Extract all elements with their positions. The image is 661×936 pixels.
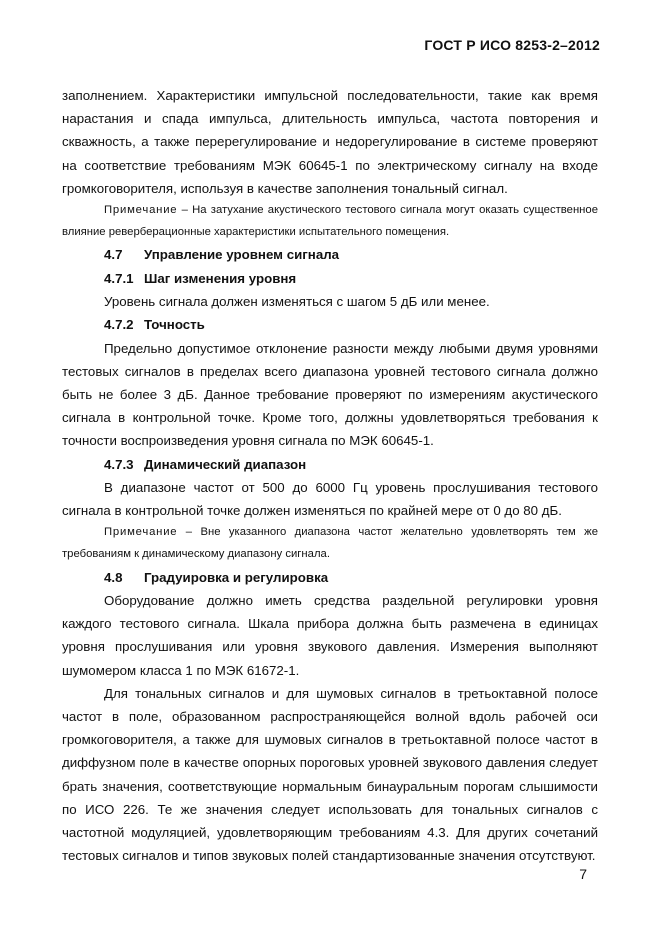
section-title: Динамический диапазон bbox=[144, 456, 307, 472]
paragraph-accuracy: Предельно допустимое отклонение разности между любыми двумя уровнями тестовых сигналов в пределах всего диапазона уровней тестового сигнала должно быть не более 3 дБ. Данное требование проверяют по измерениям акустического сигнала в контрольной точке. Кроме того, должны удовлетворяться требования к точности воспроизведения уровня сигнала по МЭК 60645-1. bbox=[62, 340, 598, 449]
section-number: 4.7.1 bbox=[104, 270, 134, 286]
section-title: Шаг изменения уровня bbox=[144, 270, 297, 286]
section-number: 4.7.3 bbox=[104, 456, 134, 472]
note-reverberation bbox=[62, 200, 598, 243]
section-heading-4-7-3 bbox=[62, 453, 598, 476]
note-label: Примечание bbox=[104, 526, 178, 539]
section-heading-4-7-1 bbox=[62, 267, 598, 290]
section-title: Управление уровнем сигнала bbox=[144, 247, 340, 263]
paragraph-reference-levels: Для тональных сигналов и для шумовых сигналов в третьоктавной полосе частот в поле, образованном распространяющейся волной вдоль рабочей оси громкоговорителя, а также для шумовых сигналов в третьоктавной полосе частот в диффузном поле в качестве опорных пороговых уровней звукового давления следует брать значения, соответствующие нормальным бинауральным порогам слышимости по ИСО 226. Те же значения следует использовать для тональных сигналов с частотной модуляцией, удовлетворяющим требованиям 4.3. Для других сочетаний тестовых сигналов и типов звуковых полей стандартизованные значения отсутствуют. bbox=[62, 685, 598, 864]
page-number: 7 bbox=[579, 866, 587, 882]
paragraph-dynamic-range: В диапазоне частот от 500 до 6000 Гц уровень прослушивания тестового сигнала в контрольной точке должен изменяться по крайней мере от 0 до 80 дБ. bbox=[62, 480, 598, 519]
section-heading-4-8 bbox=[62, 566, 598, 589]
section-number: 4.7.2 bbox=[104, 317, 134, 333]
section-title: Градуировка и регулировка bbox=[144, 569, 329, 585]
paragraph-continuation: заполнением. Характеристики импульсной последовательности, такие как время нарастания и спада импульса, длительность импульса, частота повторения и скважность, а также перерегулирование и недорегулирование в системе проверяют на соответствие требованиям МЭК 60645-1 по электрическому сигналу на входе громкоговорителя, используя в качестве заполнения тональный сигнал. bbox=[62, 88, 598, 196]
paragraph-level-step: Уровень сигнала должен изменяться с шагом 5 дБ или менее. bbox=[104, 294, 490, 310]
paragraph-calibration: Оборудование должно иметь средства раздельной регулировки уровня каждого тестового сигнала. Шкала прибора должна быть размечена в единицах уровня прослушивания или уровня звукового давления. Измерения выполняют шумомером класса 1 по МЭК 61672-1. bbox=[62, 593, 598, 678]
section-heading-4-7-2 bbox=[62, 313, 598, 336]
note-label: Примечание bbox=[104, 204, 178, 217]
section-number: 4.8 bbox=[104, 569, 123, 585]
section-number: 4.7 bbox=[104, 247, 123, 263]
note-text: – На затухание акустического тестового сигнала могут оказать существенное влияние реверберационные характеристики испытательного помещения. bbox=[62, 204, 598, 238]
note-frequency-range bbox=[62, 522, 598, 565]
note-text: – Вне указанного диапазона частот желательно удовлетворять тем же требованиям к динамическому диапазону сигнала. bbox=[62, 526, 598, 561]
document-header: ГОСТ Р ИСО 8253-2–2012 bbox=[424, 37, 600, 53]
section-heading-4-7 bbox=[62, 243, 598, 266]
page-body bbox=[62, 84, 598, 867]
section-title: Точность bbox=[144, 317, 205, 333]
